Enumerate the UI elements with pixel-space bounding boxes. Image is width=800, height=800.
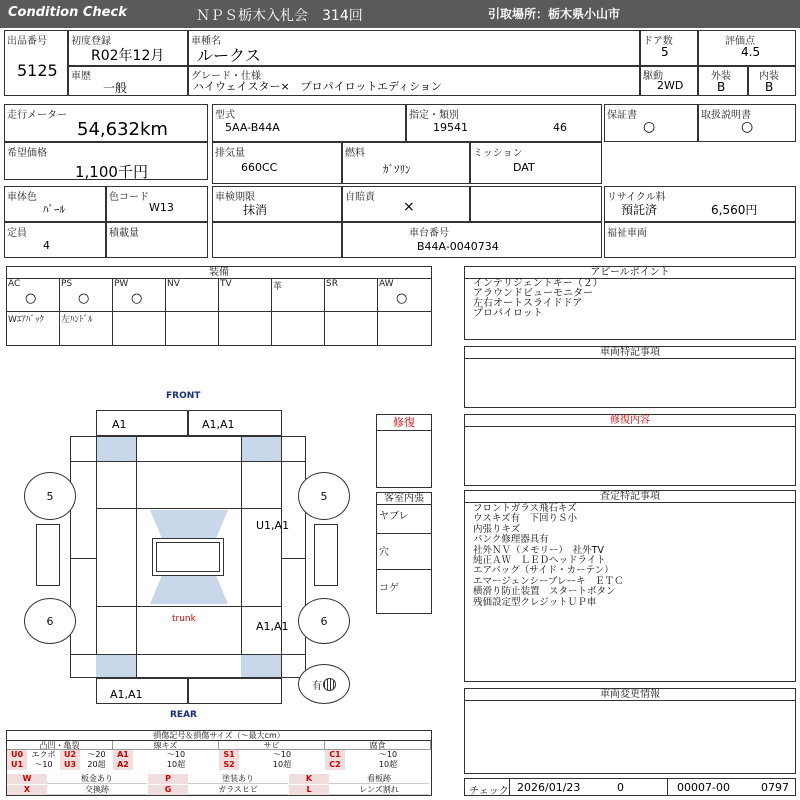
warranty-label: 保証書 xyxy=(607,110,637,121)
drive-value: 2WD xyxy=(657,79,684,92)
exterior-label: 外装 xyxy=(711,71,731,82)
repair-title: 修復 xyxy=(377,415,431,431)
cabin-item-tear: ヤブレ xyxy=(379,511,409,522)
spare-label: 有 xyxy=(312,680,322,692)
legend-desc: 〜10 xyxy=(34,760,53,769)
mark-rear: A1,A1 xyxy=(110,688,143,701)
drive-box xyxy=(640,66,698,96)
mileage-box xyxy=(4,104,208,142)
price-value: 1,100千円 xyxy=(75,163,148,181)
inspection-notes-title: 査定特記事項 xyxy=(465,491,795,503)
legend-code: P xyxy=(148,774,188,784)
cabin-item-burn: コゲ xyxy=(379,583,399,594)
legend-code: S2 xyxy=(219,760,239,770)
first-reg-box xyxy=(68,30,188,66)
appeal-title: アピールポイント xyxy=(465,267,795,279)
equipment-key: TV xyxy=(220,279,232,289)
legend-code: U1 xyxy=(7,760,27,770)
legend-desc: 〜10 xyxy=(272,750,292,759)
change-info-title: 車両変更情報 xyxy=(465,689,795,701)
mileage-value: 54,632km xyxy=(77,119,168,140)
mileage-label: 走行メーター xyxy=(7,110,67,121)
recycle-label: リサイクル料 xyxy=(607,192,666,203)
lot-number: 5125 xyxy=(17,61,58,80)
history-label: 車歴 xyxy=(71,71,91,82)
car-name-box xyxy=(188,30,640,66)
blank-box xyxy=(470,186,602,222)
score-value: 4.5 xyxy=(741,45,761,59)
recycle-fee: 6,560円 xyxy=(711,203,758,217)
list-item: 社外ＮＶ（メモリー） 社外TV xyxy=(473,544,605,556)
first-reg-label: 初度登録 xyxy=(71,36,111,47)
inspection-value: 抹消 xyxy=(243,203,268,217)
color-label: 車体色 xyxy=(7,192,37,203)
equipment-cell xyxy=(60,279,113,312)
repair-detail-title: 修復内容 xyxy=(465,415,795,427)
displacement-box xyxy=(212,142,342,184)
legend-box xyxy=(6,730,432,796)
exterior-value: B xyxy=(717,80,726,94)
equipment-key: 左ﾊﾝﾄﾞﾙ xyxy=(61,315,93,325)
car-name-value: ルークス xyxy=(197,46,261,65)
legend-desc: エクボ xyxy=(31,750,56,759)
displacement-value: 660CC xyxy=(241,161,278,174)
equipment-value: ○ xyxy=(131,291,143,306)
legend-group-name: 腐食 xyxy=(325,741,431,750)
list-item: アラウンドビューモニター xyxy=(473,288,593,299)
repair-detail-box xyxy=(464,414,796,486)
load-label: 積載量 xyxy=(109,228,139,239)
check-date: 2026/01/23 xyxy=(517,781,581,794)
mission-value: DAT xyxy=(513,161,535,174)
color-code-value: W13 xyxy=(149,201,174,214)
list-item: ウスキズ有 下回りＳ小 xyxy=(473,513,578,525)
header-title-center: ＮＰＳ栃木入札会 314回 xyxy=(196,8,363,24)
appeal-list xyxy=(473,279,603,319)
inspection-box xyxy=(212,186,342,222)
cabin-box xyxy=(376,492,432,614)
first-reg-value: R02年12月 xyxy=(91,48,165,64)
doors-box xyxy=(640,30,698,66)
manual-label: 取扱説明書 xyxy=(701,110,751,121)
legend-group-name: 凸凹・亀裂 xyxy=(7,741,113,750)
equipment-cell xyxy=(60,312,113,345)
tire-rear-left: 6 xyxy=(24,598,76,644)
recycle-status: 預託済 xyxy=(621,203,658,217)
exterior-box xyxy=(698,66,748,96)
equipment-key: 革 xyxy=(273,282,283,292)
legend-code: A1 xyxy=(113,750,133,760)
insurance-value: × xyxy=(403,199,415,215)
interior-label: 内装 xyxy=(759,71,779,82)
color-code-label: 色コード xyxy=(109,192,149,203)
manual-value: ○ xyxy=(741,119,754,135)
legend-desc: 板金あり xyxy=(47,774,147,784)
legend-desc: 〜10 xyxy=(166,750,186,759)
check-label: チェック xyxy=(469,786,509,797)
list-item: 左右オートスライドドア xyxy=(473,298,583,309)
check-code: 00007-00 xyxy=(677,781,730,794)
insurance-box xyxy=(342,186,470,222)
legend-title: 損傷記号＆損傷サイズ（〜最大cm） xyxy=(7,731,431,741)
legend-code: K xyxy=(289,774,329,784)
equipment-key: PW xyxy=(114,279,129,289)
list-item: 横滑り防止装置 スタートボタン xyxy=(473,586,616,598)
doors-value: 5 xyxy=(661,45,669,59)
designation-box xyxy=(406,104,602,142)
load-box xyxy=(106,222,208,258)
insurance-label: 自賠責 xyxy=(345,192,375,203)
equipment-key: NV xyxy=(167,279,180,289)
inspection-label: 車検期限 xyxy=(215,192,255,203)
appeal-box xyxy=(464,266,796,340)
equipment-key: SR xyxy=(326,279,338,289)
equipment-value: ○ xyxy=(396,291,408,306)
inspection-notes-box xyxy=(464,490,796,682)
footer-bar xyxy=(464,778,796,796)
model-box xyxy=(212,104,406,142)
color-value: ﾊﾟｰﾙ xyxy=(43,203,65,216)
legend-desc: 10超 xyxy=(272,760,292,769)
list-item: エマージェンシーブレーキ ＥＴＣ xyxy=(473,575,624,587)
equipment-cell xyxy=(272,279,325,312)
lot-label: 出品番号 xyxy=(7,36,47,47)
chassis-value: B44A-0040734 xyxy=(417,240,499,253)
equipment-cell xyxy=(325,312,378,345)
legend-code: U3 xyxy=(60,760,80,770)
legend-code: A2 xyxy=(113,760,133,770)
mission-label: ミッション xyxy=(473,148,523,159)
equipment-key: PS xyxy=(61,279,73,289)
equipment-box xyxy=(6,266,432,346)
legend-code: L xyxy=(289,785,329,795)
mark-right-door: U1,A1 xyxy=(256,519,290,532)
header-bar xyxy=(0,0,800,28)
list-item: エアバッグ（サイド・カーテン） xyxy=(473,565,614,577)
tire-rear-right: 6 xyxy=(298,598,350,644)
equipment-cell xyxy=(219,279,272,312)
list-item: 内張りキズ xyxy=(473,523,521,535)
legend-code: X xyxy=(7,785,47,795)
history-box xyxy=(68,66,188,96)
interior-box xyxy=(748,66,796,96)
model-label: 型式 xyxy=(215,110,235,121)
equipment-cell xyxy=(325,279,378,312)
special-box xyxy=(464,346,796,408)
welfare-label: 福祉車両 xyxy=(607,228,647,239)
legend-desc: 〜10 xyxy=(378,750,398,759)
legend-desc: レンズ割れ xyxy=(329,785,429,795)
special-title: 車両特記事項 xyxy=(465,347,795,359)
warranty-value: ○ xyxy=(643,119,656,135)
model-value: 5AA-B44A xyxy=(225,121,280,134)
price-label: 希望価格 xyxy=(7,148,47,159)
spare-tire xyxy=(298,664,350,704)
manual-box xyxy=(698,104,796,142)
equipment-cell xyxy=(7,312,60,345)
equipment-cell xyxy=(272,312,325,345)
list-item: フロントガラス飛石キズ xyxy=(473,503,577,514)
check-num: 0797 xyxy=(761,781,789,794)
capacity-value: 4 xyxy=(43,239,50,252)
legend-group-name: サビ xyxy=(219,741,325,750)
category-value: 46 xyxy=(553,121,567,134)
legend-code: G xyxy=(148,785,188,795)
legend-desc: 塗装あり xyxy=(188,774,288,784)
header-title-right: 引取場所：栃木県小山市 xyxy=(488,7,621,21)
list-item: パンク修理器具有 xyxy=(473,534,549,546)
legend-desc: ガラスヒビ xyxy=(188,785,288,795)
legend-code: C2 xyxy=(325,760,345,770)
spare-tire-icon xyxy=(323,678,336,691)
list-item: プロパイロット xyxy=(473,308,543,319)
legend-code: U0 xyxy=(7,750,27,760)
warranty-box xyxy=(604,104,698,142)
front-label: FRONT xyxy=(166,391,201,401)
list-item: 純正ＡＷ ＬＥＤヘッドライト xyxy=(473,555,606,567)
grade-label: グレード・仕様 xyxy=(191,71,261,82)
cabin-title: 客室内張 xyxy=(377,493,431,505)
list-item: 残価設定型クレジットＵＰ車 xyxy=(473,596,597,608)
repair-box xyxy=(376,414,432,488)
equipment-cell xyxy=(7,279,60,312)
legend-code: U2 xyxy=(60,750,80,760)
equipment-key: AC xyxy=(8,279,21,289)
capacity-box xyxy=(4,222,106,258)
grade-value: ハイウェイスター× プロパイロットエディション xyxy=(193,80,442,93)
equipment-key: AW xyxy=(379,279,394,289)
equipment-cell xyxy=(166,312,219,345)
change-info-box xyxy=(464,688,796,774)
trunk-label: trunk xyxy=(172,614,196,624)
displacement-label: 排気量 xyxy=(215,148,245,159)
equipment-title: 装備 xyxy=(7,267,431,279)
tire-front-right: 5 xyxy=(298,472,350,520)
list-item: インテリジェントキー（２） xyxy=(473,278,603,289)
rear-label: REAR xyxy=(170,710,197,720)
chassis-label: 車台番号 xyxy=(409,228,449,239)
designation-value: 19541 xyxy=(433,121,468,134)
color-code-box xyxy=(106,186,208,222)
cabin-item-hole: 穴 xyxy=(379,547,389,558)
mark-front-right: A1,A1 xyxy=(202,418,235,431)
price-box xyxy=(4,142,208,180)
color-box xyxy=(4,186,106,222)
legend-desc: 看板跡 xyxy=(329,774,429,784)
history-value: 一般 xyxy=(103,81,128,95)
fuel-box xyxy=(342,142,470,184)
equipment-cell xyxy=(378,279,431,312)
equipment-value: ○ xyxy=(78,291,90,306)
mission-box xyxy=(470,142,602,184)
equipment-cell xyxy=(166,279,219,312)
capacity-label: 定員 xyxy=(7,228,27,239)
legend-code: W xyxy=(7,774,47,784)
legend-desc: 〜20 xyxy=(87,750,106,759)
legend-desc: 10超 xyxy=(378,760,398,769)
interior-value: B xyxy=(765,80,774,94)
check-count: 0 xyxy=(617,781,624,794)
mark-right-rear: A1,A1 xyxy=(256,620,289,633)
equipment-key: Wｴｱﾊﾞｯｸ xyxy=(8,315,44,325)
inspection-notes-list xyxy=(473,504,624,608)
equipment-cell xyxy=(113,312,166,345)
header-title-left: Condition Check xyxy=(8,5,127,20)
grade-box xyxy=(188,66,640,96)
score-label: 評価点 xyxy=(725,36,755,47)
chassis-pre-box xyxy=(212,222,342,258)
legend-desc: 交換跡 xyxy=(47,785,147,795)
legend-code: C1 xyxy=(325,750,345,760)
score-box xyxy=(698,30,796,66)
fuel-label: 燃料 xyxy=(345,148,365,159)
fuel-value: ｶﾞｿﾘﾝ xyxy=(383,163,411,176)
lot-box xyxy=(4,30,68,96)
tire-front-left: 5 xyxy=(24,472,76,520)
equipment-cell xyxy=(219,312,272,345)
chassis-box xyxy=(342,222,602,258)
legend-code: S1 xyxy=(219,750,239,760)
mark-front-left: A1 xyxy=(112,418,127,431)
doors-label: ドア数 xyxy=(643,36,673,47)
designation-label: 指定・類別 xyxy=(409,110,459,121)
equipment-cell xyxy=(378,312,431,345)
recycle-box xyxy=(604,186,796,222)
legend-desc: 10超 xyxy=(166,760,186,769)
equipment-value: ○ xyxy=(25,291,37,306)
equipment-cell xyxy=(113,279,166,312)
legend-group-name: 線キズ xyxy=(113,741,219,750)
welfare-box xyxy=(604,222,796,258)
legend-desc: 20超 xyxy=(87,760,106,769)
drive-label: 駆動 xyxy=(643,71,663,82)
car-name-label: 車種名 xyxy=(191,36,221,47)
